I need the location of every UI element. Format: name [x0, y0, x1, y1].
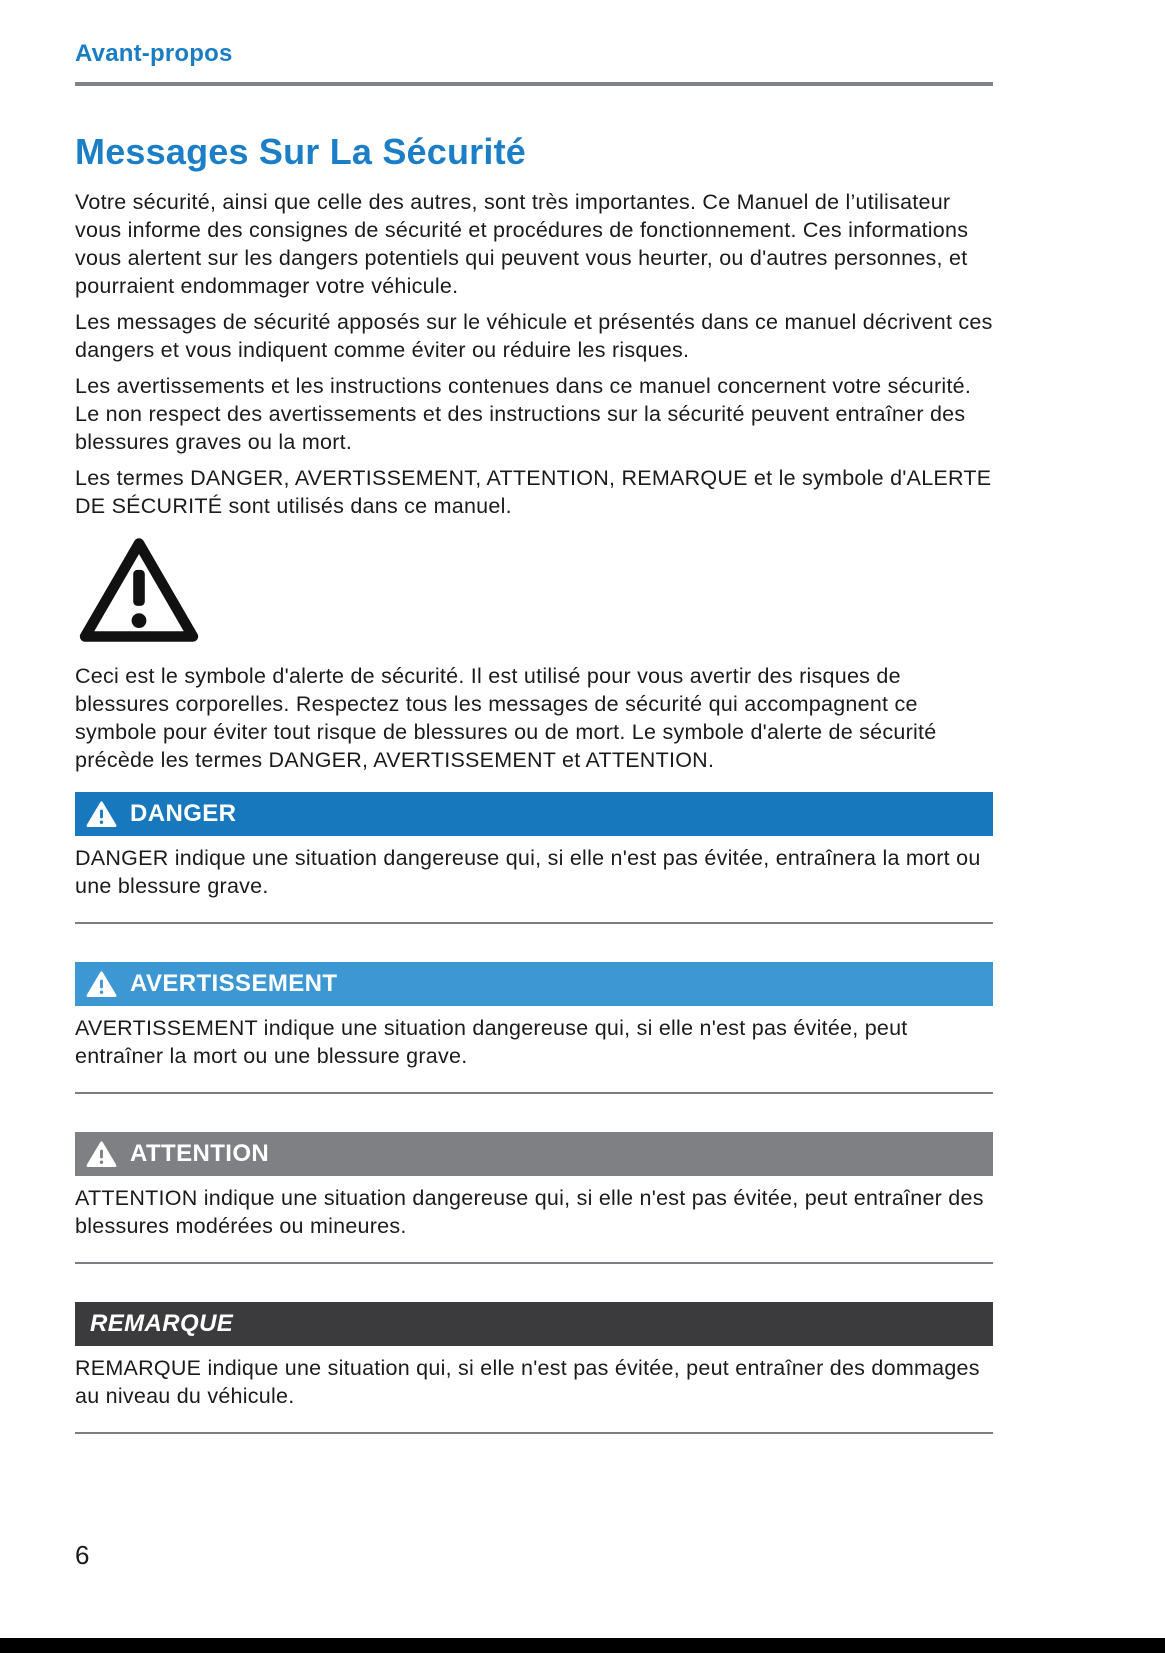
banner-label: ATTENTION: [130, 1140, 270, 1167]
danger-callout: [75, 792, 993, 924]
header-divider: [75, 82, 993, 86]
intro-paragraph-3: Les avertissements et les instructions contenues dans ce manuel concernent votre sécurité. Le non respect des avertissements et des instructions sur la sécurité peuvent entraîner des blessures graves ou la mort.: [75, 374, 972, 454]
remarque-banner: [75, 1302, 993, 1346]
warning-triangle-icon: [86, 1141, 117, 1168]
page-bottom-bar: [0, 1638, 1165, 1653]
callout-body: REMARQUE indique une situation qui, si elle n'est pas évitée, peut entraîner des dommages au niveau du véhicule.: [75, 1356, 980, 1408]
intro-paragraph-2: Les messages de sécurité apposés sur le véhicule et présentés dans ce manuel décrivent ces dangers et vous indiquent comme éviter ou réduire les risques.: [75, 310, 993, 362]
banner-label: AVERTISSEMENT: [130, 970, 338, 997]
page-number: 6: [75, 1540, 90, 1570]
safety-alert-triangle-icon: [75, 534, 203, 646]
callout-body: AVERTISSEMENT indique une situation dangereuse qui, si elle n'est pas évitée, peut entraîner la mort ou une blessure grave.: [75, 1016, 908, 1068]
section-divider: [75, 1092, 993, 1094]
intro-paragraph-1: Votre sécurité, ainsi que celle des autres, sont très importantes. Ce Manuel de l’utilisateur vous informe des consignes de sécurité et procédures de fonctionnement. Ces informations vous alertent sur les dangers potentiels qui peuvent vous heurter, ou d'autres personnes, et pourraient endommager votre véhicule.: [75, 190, 969, 298]
remarque-callout: [75, 1302, 993, 1434]
avertissement-banner: [75, 962, 993, 1006]
warning-triangle-icon: [86, 801, 117, 828]
page-header: [75, 40, 993, 86]
banner-label: DANGER: [130, 800, 237, 827]
danger-banner: [75, 792, 993, 836]
section-divider: [75, 922, 993, 924]
banner-label: REMARQUE: [90, 1310, 234, 1337]
warning-triangle-icon: [86, 971, 117, 998]
section-divider: [75, 1262, 993, 1264]
page-content: [75, 132, 993, 1434]
breadcrumb: Avant-propos: [75, 40, 233, 67]
callout-body: DANGER indique une situation dangereuse qui, si elle n'est pas évitée, entraînera la mort ou une blessure grave.: [75, 846, 981, 898]
callout-body: ATTENTION indique une situation dangereuse qui, si elle n'est pas évitée, peut entraîner des blessures modérées ou mineures.: [75, 1186, 984, 1238]
section-divider: [75, 1432, 993, 1434]
attention-callout: [75, 1132, 993, 1264]
alert-symbol-caption: Ceci est le symbole d'alerte de sécurité. Il est utilisé pour vous avertir des risques de blessures corporelles. Respectez tous les messages de sécurité qui accompagnent ce symbole pour éviter tout risque de blessures ou de mort. Le symbole d'alerte de sécurité précède les termes DANGER, AVERTISSEMENT et ATTENTION.: [75, 664, 937, 772]
page-title: Messages Sur La Sécurité: [75, 131, 527, 172]
attention-banner: [75, 1132, 993, 1176]
avertissement-callout: [75, 962, 993, 1094]
intro-paragraph-4: Les termes DANGER, AVERTISSEMENT, ATTENTION, REMARQUE et le symbole d'ALERTE DE SÉCURITÉ sont utilisés dans ce manuel.: [75, 466, 992, 518]
